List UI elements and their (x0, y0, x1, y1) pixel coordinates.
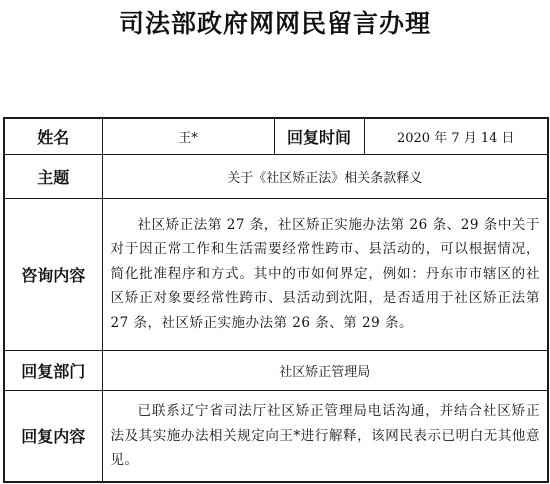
inquiry-label: 咨询内容 (4, 198, 102, 350)
subject-value: 关于《社区矫正法》相关条款释义 (102, 154, 548, 198)
subject-label: 主题 (4, 154, 102, 198)
department-value: 社区矫正管理局 (102, 350, 548, 390)
reply-content: 已联系辽宁省司法厅社区矫正管理局电话沟通，并结合社区矫正法及其实施办法相关规定向王*进行解释，该网民表示已明白无其他意见。 (102, 390, 548, 482)
reply-label: 回复内容 (4, 390, 102, 482)
department-row (4, 350, 548, 390)
reply-time-value: 2020 年 7 月 14 日 (364, 118, 548, 154)
inquiry-content: 社区矫正法第 27 条，社区矫正实施办法第 26 条、29 条中关于对于因正常工作和生活需要经常性跨市、县活动的，可以根据情况，简化批准程序和方式。其中的市如何界定，例如：丹东市市辖区的社区矫正对象要经常性跨市、县活动到沈阳，是否适用于社区矫正法第 27 条，社区矫正实施办法第 26 条、第 29 条。 (102, 198, 548, 350)
name-label: 姓名 (4, 118, 102, 154)
name-value: 王* (102, 118, 274, 154)
message-form-table (3, 117, 549, 483)
page-title: 司法部政府网网民留言办理 (118, 9, 431, 38)
department-label: 回复部门 (4, 350, 102, 390)
name-row (4, 118, 548, 154)
reply-row (4, 390, 548, 482)
inquiry-row (4, 198, 548, 350)
reply-time-label: 回复时间 (274, 118, 364, 154)
subject-row (4, 154, 548, 198)
